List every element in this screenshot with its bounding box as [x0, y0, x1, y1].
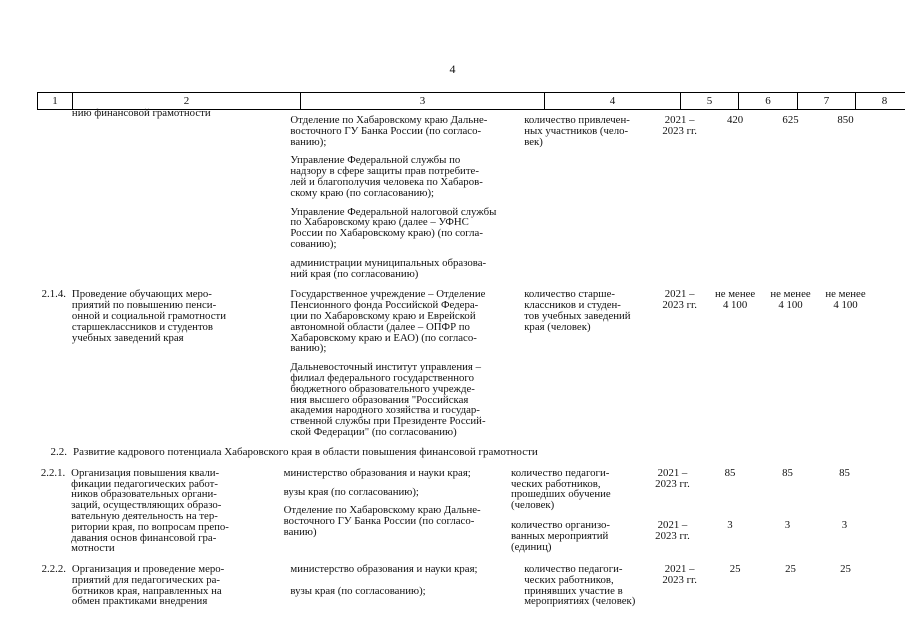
- section-heading: [37, 446, 873, 458]
- indicator-text: количество педагоги- ческих работников, принявших участие в мероприятиях (человек): [524, 563, 636, 608]
- measure-text: нию финансовой грамотности: [71, 107, 211, 119]
- indicator-text: количество педагоги- ческих работников, прошедших обучение (человек): [511, 466, 611, 512]
- section-title: Развитие кадрового потенциала Хабаровского края в области повышения финансовой грамотности: [73, 445, 538, 458]
- indicator-group: [509, 468, 873, 554]
- executor-block: Управление Федеральной службы по надзору в сфере защиты прав потребите- лей и благополучия человека по Хабаров- скому краю (по согласованию);: [290, 154, 483, 199]
- col-header-3: 3: [301, 93, 545, 110]
- value-2021: 85: [724, 466, 736, 479]
- executors: [282, 468, 509, 554]
- value-2022: 3: [784, 518, 791, 531]
- value-2022: 625: [782, 114, 799, 126]
- value-2023: 25: [840, 563, 851, 576]
- table-row: [37, 564, 873, 607]
- row-number: 2.1.4.: [41, 288, 66, 301]
- indicator-row: [509, 468, 873, 511]
- col-header-2: 2: [73, 93, 301, 110]
- value-2022: не менее 4 100: [770, 288, 811, 312]
- row-number: 2.2.2.: [41, 563, 66, 576]
- page-number: 4: [449, 62, 456, 76]
- executor-block: Дальневосточный институт управления – филиал федерального государственного бюджетного образовательного учрежде- ния высшего образования "Российская академия народного хозяйства и государ- ственной службы при Президенте Россий- ской Федерации" (по согласованию): [290, 361, 486, 438]
- section-number: 2.2.: [50, 445, 67, 458]
- table-row: [37, 289, 873, 437]
- indicator-text: количество организо- ванных мероприятий (единиц): [511, 518, 611, 553]
- col-header-6: 6: [739, 93, 798, 110]
- col-header-5: 5: [681, 93, 739, 110]
- value-2021: не менее 4 100: [714, 288, 756, 312]
- executor-block: министерство образования и науки края;: [283, 466, 471, 479]
- col-header-7: 7: [798, 93, 856, 110]
- executor-block: вузы края (по согласованию);: [283, 485, 419, 498]
- executor-block: Отделение по Хабаровскому краю Дальне- восточного ГУ Банка России (по согласо- ванию);: [290, 114, 488, 148]
- row-number: 2.2.1.: [40, 466, 66, 479]
- indicator-text: количество старше- классников и студен- тов учебных заведений края (человек): [524, 288, 631, 333]
- executor-block: Государственное учреждение – Отделение Пенсионного фонда Российской Федера- ции по Хабаровскому краю и Еврейской автономной области (далее – ОПФР по Хабаровскому краю и ЕАО) (по согласо- ванию);: [290, 288, 486, 355]
- value-2021: 25: [729, 563, 741, 576]
- value-2022: 25: [785, 563, 796, 576]
- value-2023: 850: [837, 114, 854, 126]
- executors: [288, 109, 522, 279]
- executor-block: Управление Федеральной налоговой службы по Хабаровскому краю (далее – УФНС России по Хабаровскому краю) (по согла- сованию);: [290, 205, 497, 250]
- period: 2021 – 2023 гг.: [662, 288, 697, 312]
- measure-text: Проведение обучающих меро- приятий по повышению пенси- онной и социальной грамотности старшеклассников и студентов учебных заведений края: [71, 288, 226, 344]
- table-row: [37, 468, 873, 554]
- col-header-4: 4: [545, 93, 681, 110]
- value-2021: 3: [727, 518, 733, 531]
- value-2022: 85: [782, 466, 793, 479]
- period: 2021 – 2023 гг.: [655, 466, 690, 490]
- col-header-1: 1: [38, 93, 73, 110]
- indicator-text: количество привлечен- ных участников (чело- век): [524, 114, 630, 148]
- executors: [288, 289, 522, 437]
- value-2023: не менее 4 100: [825, 288, 866, 312]
- table-row: [37, 109, 873, 279]
- measure-text: Организация повышения квали- фикации педагогических работ- ников образовательных органи- заций, осуществляющих образо- вательную деятельность на тер- ритории края, по вопросам препо- давания основ финансовой гра- мотности: [71, 466, 229, 555]
- executor-block: вузы края (по согласованию);: [290, 584, 426, 597]
- executor-block: Отделение по Хабаровскому краю Дальне- восточного ГУ Банка России (по согласо- ванию): [283, 504, 481, 538]
- executor-block: министерство образования и науки края;: [290, 563, 478, 576]
- value-2023: 85: [839, 466, 850, 479]
- col-header-8: 8: [856, 93, 905, 110]
- table-body: [37, 109, 873, 607]
- period: 2021 – 2023 гг.: [662, 563, 697, 586]
- executors: [288, 564, 522, 607]
- value-2021: 420: [726, 114, 744, 126]
- value-2023: 3: [841, 518, 848, 531]
- indicator-row: [509, 520, 873, 552]
- measure-text: Организация и проведение меро- приятий для педагогических ра- ботников края, направленных на обмен практиками внедрения: [71, 563, 225, 608]
- executor-block: администрации муниципальных образова- ний края (по согласованию): [290, 256, 487, 280]
- period: 2021 – 2023 гг.: [655, 518, 690, 542]
- period: 2021 – 2023 гг.: [662, 114, 697, 137]
